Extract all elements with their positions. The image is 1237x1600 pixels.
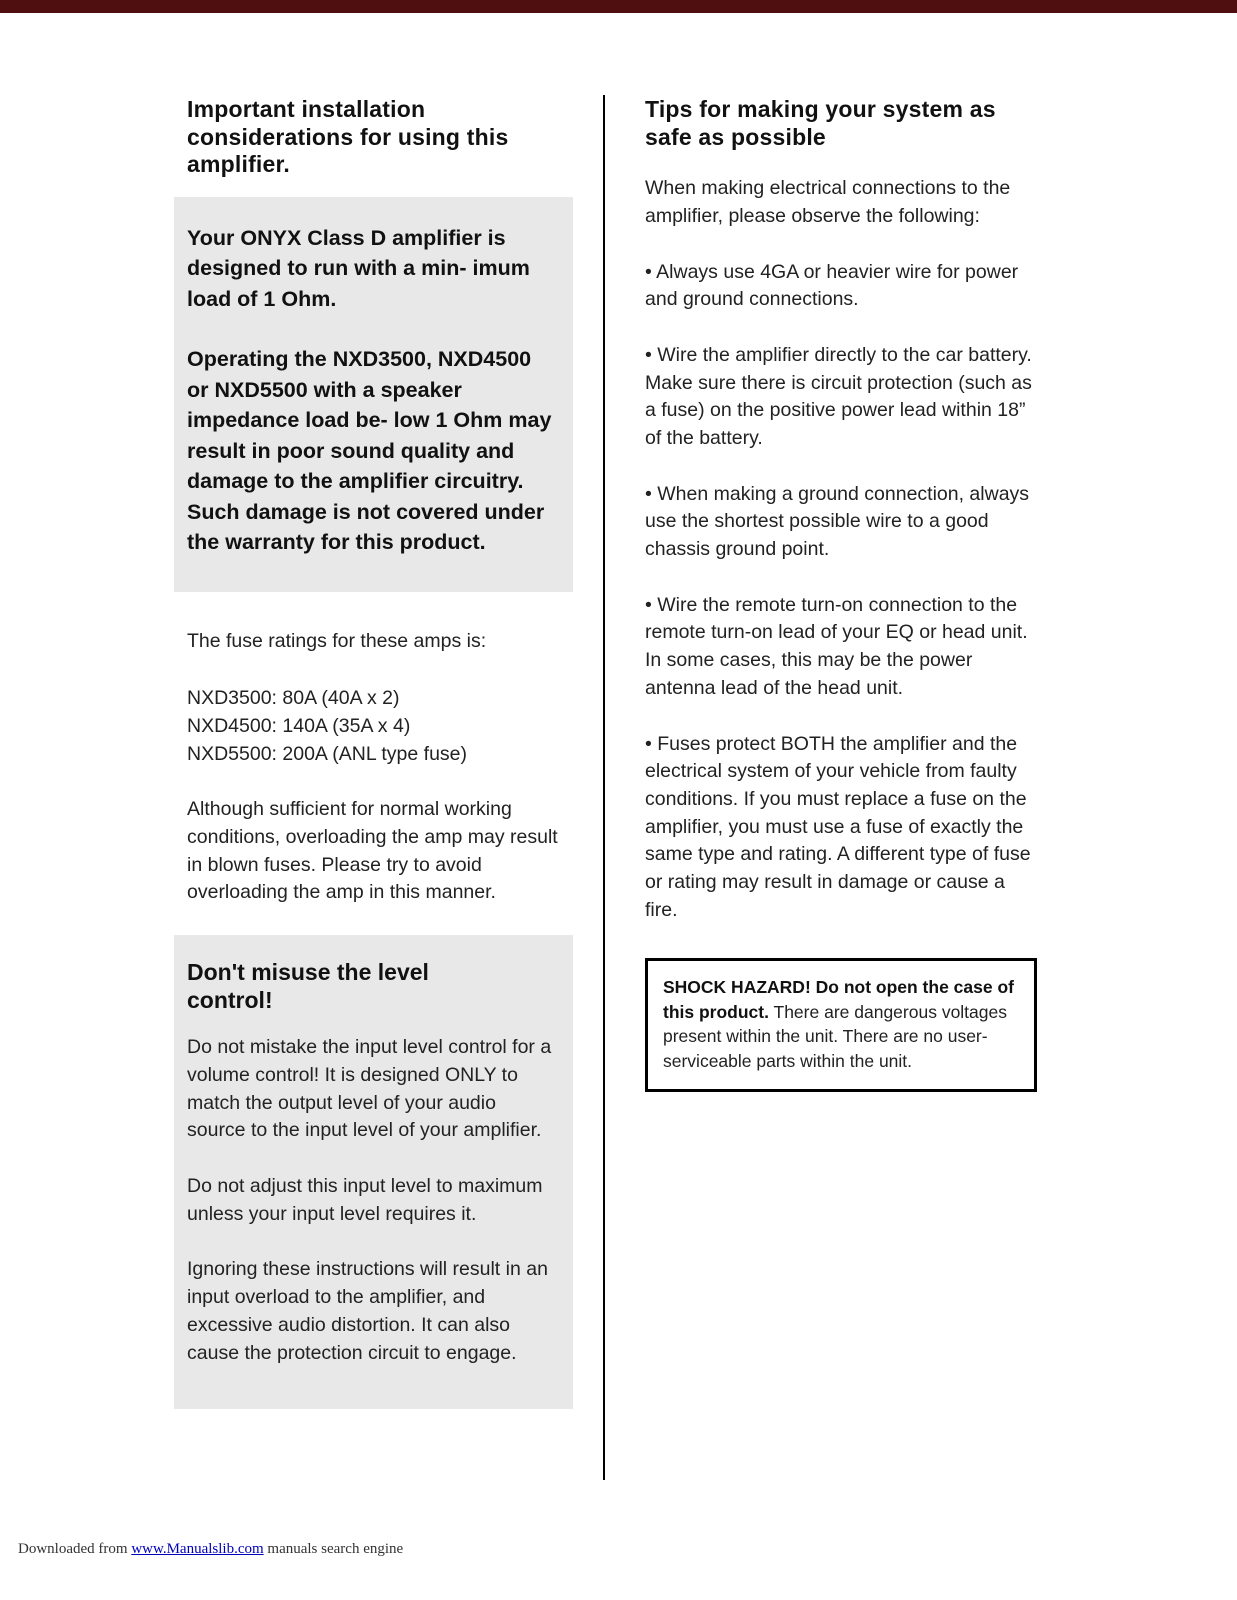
tip-bullet-remote-turn-on: • Wire the remote turn-on connection to the remote turn-on lead of your EQ or head unit. In some cases, this may be the power antenna lead of the head unit.	[645, 593, 1028, 699]
level-control-paragraph-2: Do not adjust this input level to maximum unless your input level requires it.	[187, 1175, 543, 1225]
footer-watermark	[18, 1541, 403, 1558]
shock-hazard-bold-text: SHOCK HAZARD! Do not open the case of this product.	[663, 977, 1014, 1022]
right-section-heading: Tips for making your system as safe as possible	[645, 96, 996, 150]
shock-hazard-body-text: There are dangerous voltages present within the unit. There are no user-serviceable parts within the unit.	[663, 1001, 1007, 1071]
footer-prefix: Downloaded from	[18, 1541, 132, 1557]
tips-intro: When making electrical connections to the amplifier, please observe the following:	[645, 177, 1011, 227]
tip-bullet-ground-connection: • When making a ground connection, always use the shortest possible wire to a good chassis ground point.	[645, 482, 1030, 561]
fuse-overload-note: Although sufficient for normal working conditions, overloading the amp may result in blown fuses. Please try to avoid overloading the amp in this manner.	[187, 798, 558, 904]
warning-paragraph-2: Operating the NXD3500, NXD4500 or NXD5500 with a speaker impedance load be- low 1 Ohm may result in poor sound quality and damage to the amplifier circuitry. Such damage is not covered under the warranty for this product.	[187, 347, 552, 555]
fuse-ratings-intro: The fuse ratings for these amps is:	[187, 629, 487, 652]
right-column	[645, 96, 1035, 1092]
level-control-heading: Don't misuse the level control!	[187, 959, 429, 1013]
level-control-paragraph-1: Do not mistake the input level control for a volume control! It is designed ONLY to match the output level of your audio source to the input level of your amplifier.	[187, 1036, 552, 1142]
left-section-heading: Important installation considerations for using this amplifier.	[187, 96, 509, 178]
level-control-box	[174, 935, 573, 1409]
fuse-ratings-list	[187, 684, 573, 769]
warning-paragraph-1: Your ONYX Class D amplifier is designed to run with a min- imum load of 1 Ohm.	[187, 225, 530, 311]
footer-suffix: manuals search engine	[263, 1541, 404, 1557]
tip-bullet-battery-wiring: • Wire the amplifier directly to the car battery. Make sure there is circuit protection (such as a fuse) on the positive power lead within 18” of the battery.	[645, 343, 1032, 449]
fuse-rating-line-nxd5500: NXD5500: 200A (ANL type fuse)	[187, 743, 468, 766]
left-column	[187, 96, 573, 1409]
tip-bullet-fuse-replacement: • Fuses protect BOTH the amplifier and the electrical system of your vehicle from faulty conditions. If you must replace a fuse on the amplifier, you must use a fuse of exactly the same type and rating. A different type of fuse or rating may result in damage or cause a fire.	[645, 732, 1031, 921]
shock-hazard-box	[645, 958, 1037, 1092]
column-divider	[603, 95, 605, 1480]
top-color-bar	[0, 0, 1237, 13]
ohm-warning-box	[174, 197, 573, 592]
manualslib-link[interactable]: www.Manualslib.com	[131, 1541, 264, 1557]
fuse-rating-line-nxd3500: NXD3500: 80A (40A x 2)	[187, 686, 400, 709]
level-control-paragraph-3: Ignoring these instructions will result in an input overload to the amplifier, and excessive audio distortion. It can also cause the protection circuit to engage.	[187, 1258, 548, 1364]
fuse-rating-line-nxd4500: NXD4500: 140A (35A x 4)	[187, 714, 411, 737]
tip-bullet-wire-gauge: • Always use 4GA or heavier wire for power and ground connections.	[645, 260, 1019, 311]
